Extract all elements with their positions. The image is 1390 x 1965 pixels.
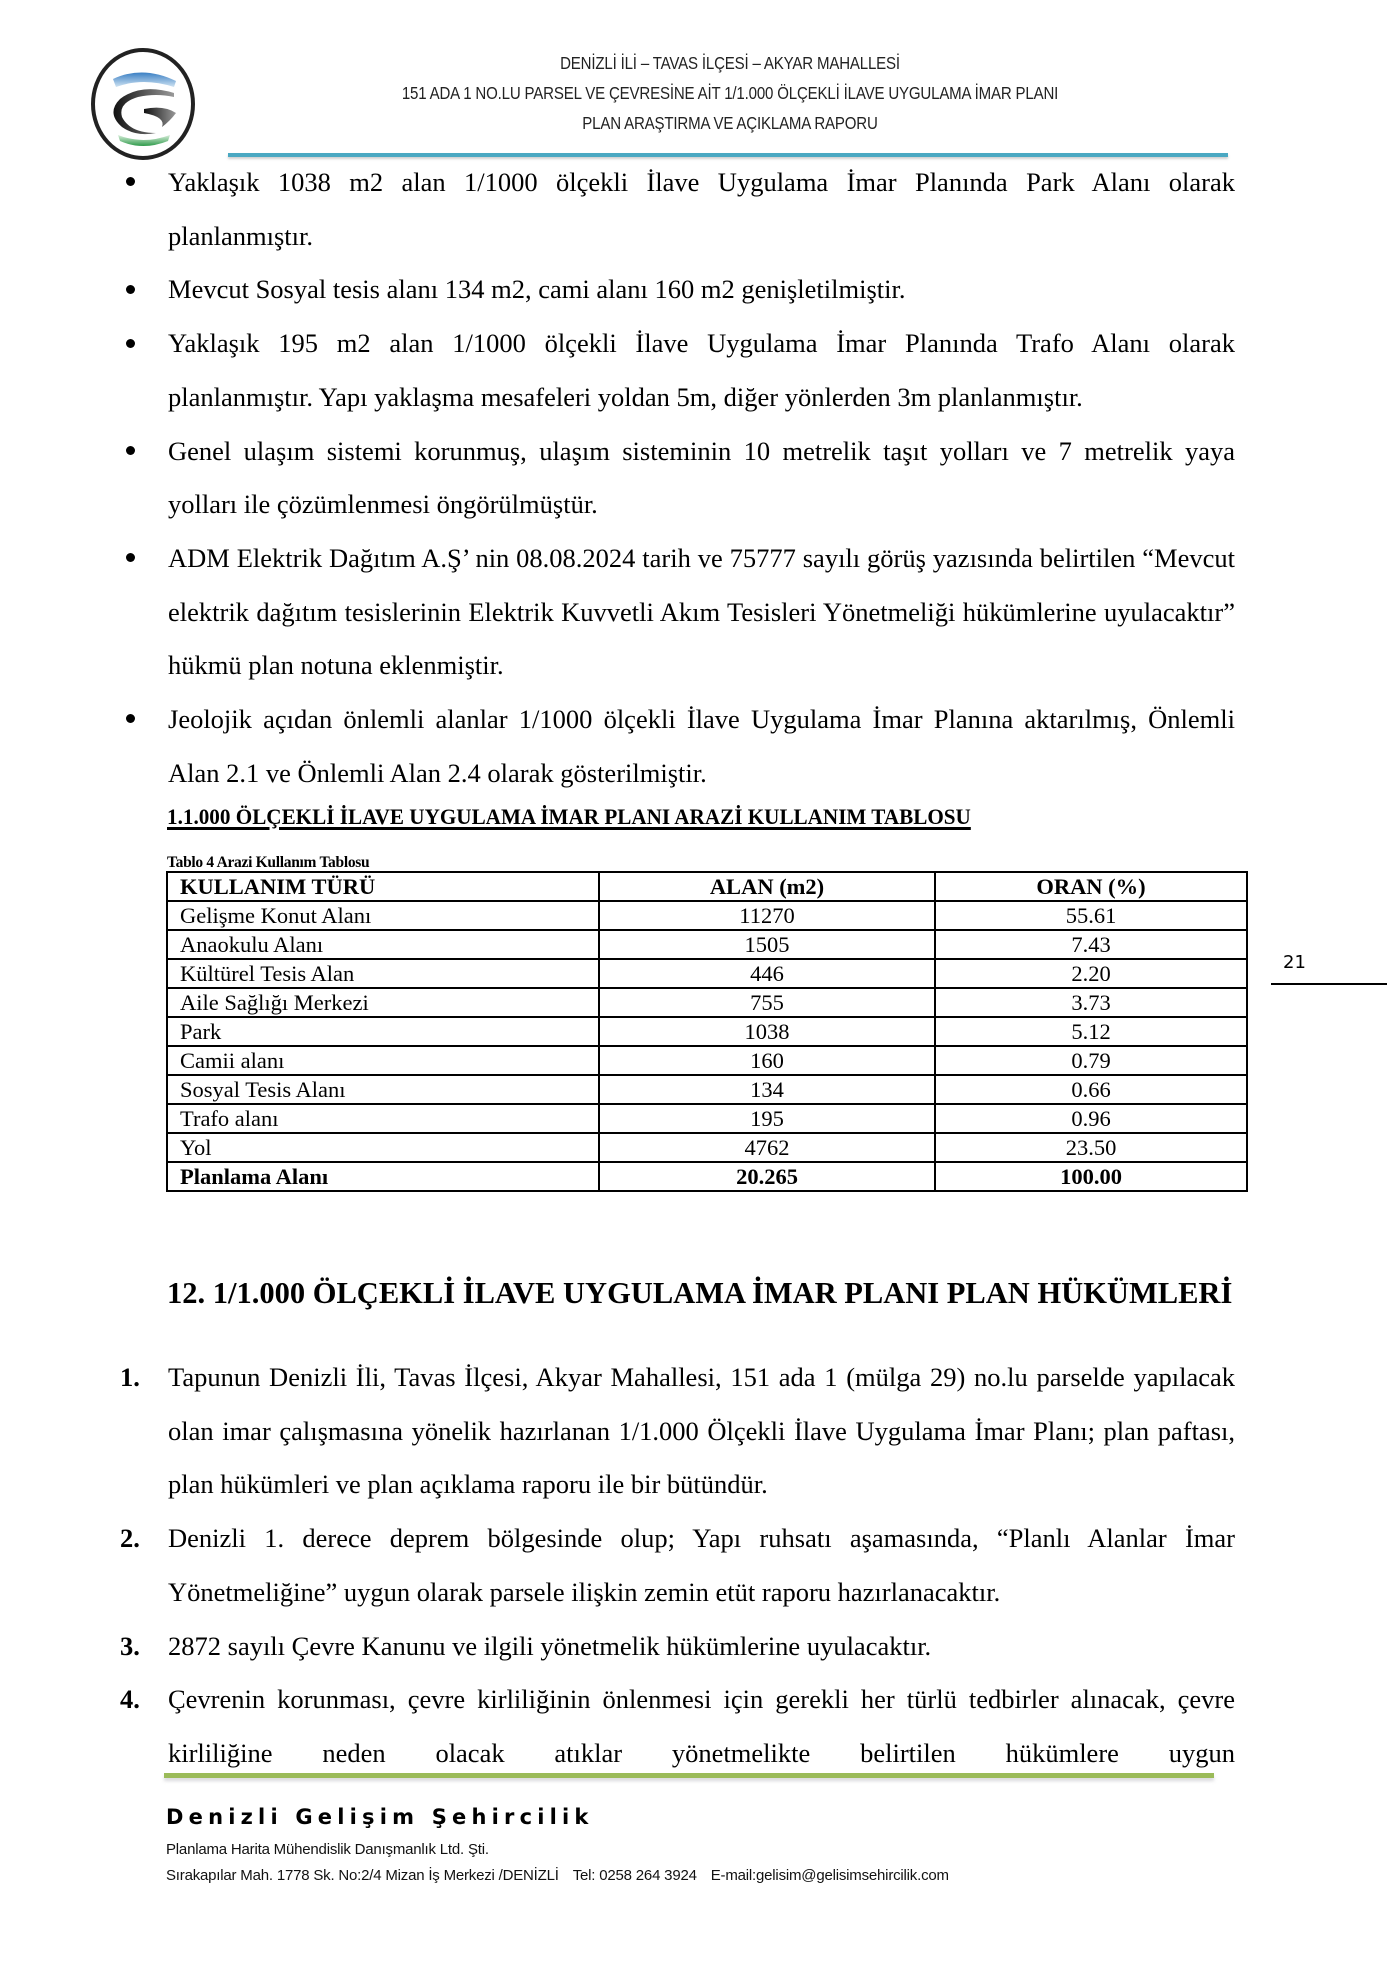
page-number-rule bbox=[1271, 983, 1387, 985]
bullet-icon bbox=[126, 177, 135, 186]
table-total-row: Planlama Alanı 20.265 100.00 bbox=[167, 1162, 1247, 1191]
table-section-title: 1.1.000 ÖLÇEKLİ İLAVE UYGULAMA İMAR PLANI ARAZİ KULLANIM TABLOSU bbox=[167, 804, 971, 829]
list-item: 2. Denizli 1. derece deprem bölgesinde olup; Yapı ruhsatı aşamasında, “Planlı Alanlar İmar Yönetmeliğine” uygun olarak parsele ilişkin zemin etüt raporu hazırlanacaktır. bbox=[120, 1523, 1235, 1607]
table-row: Anaokulu Alanı 1505 7.43 bbox=[167, 930, 1247, 959]
list-item: Mevcut Sosyal tesis alanı 134 m2, cami alanı 160 m2 genişletilmiştir. bbox=[120, 263, 1235, 317]
table-row: Trafo alanı 195 0.96 bbox=[167, 1104, 1247, 1133]
column-header: KULLANIM TÜRÜ bbox=[167, 872, 599, 901]
bullet-icon bbox=[126, 714, 135, 723]
footer-phone: Tel: 0258 264 3924 bbox=[572, 1867, 697, 1884]
column-header: ORAN (%) bbox=[935, 872, 1247, 901]
table-row: Sosyal Tesis Alanı 134 0.66 bbox=[167, 1075, 1247, 1104]
table-caption: Tablo 4 Arazi Kullanım Tablosu bbox=[167, 854, 370, 871]
page-number: 21 bbox=[1283, 952, 1306, 973]
bullet-icon bbox=[126, 285, 135, 294]
numbered-list bbox=[120, 1351, 1235, 1781]
table-header-row bbox=[167, 872, 1247, 901]
footer-company-name: Denizli Gelişim Şehircilik bbox=[166, 1805, 594, 1829]
footer-contact bbox=[166, 1867, 949, 1884]
list-item: Genel ulaşım sistemi korunmuş, ulaşım sisteminin 10 metrelik taşıt yolları ve 7 metrelik yaya yolları ile çözümlenmesi öngörülmüştür. bbox=[120, 425, 1235, 532]
header-line-2: 151 ADA 1 NO.LU PARSEL VE ÇEVRESİNE AİT 1/1.000 ÖLÇEKLİ İLAVE UYGULAMA İMAR PLANI bbox=[401, 83, 1059, 103]
table-row: Gelişme Konut Alanı 11270 55.61 bbox=[167, 901, 1247, 930]
bullet-icon bbox=[126, 339, 135, 348]
bullet-icon bbox=[126, 553, 135, 562]
footer-address: Sırakapılar Mah. 1778 Sk. No:2/4 Mizan İş Merkezi /DENİZLİ bbox=[166, 1867, 559, 1884]
list-item: Yaklaşık 195 m2 alan 1/1000 ölçekli İlave Uygulama İmar Planında Trafo Alanı olarak planlanmıştır. Yapı yaklaşma mesafeleri yoldan 5m, diğer yönlerden 3m planlanmıştır. bbox=[120, 317, 1235, 424]
list-item: ADM Elektrik Dağıtım A.Ş’ nin 08.08.2024 tarih ve 75777 sayılı görüş yazısında belirtilen “Mevcut elektrik dağıtım tesislerinin Elektrik Kuvvetli Akım Tesisleri Yönetmeliği hükümlerine uyulacaktır” hükmü plan notuna eklenmiştir. bbox=[120, 532, 1235, 693]
footer-company-subtitle: Planlama Harita Mühendislik Danışmanlık Ltd. Şti. bbox=[166, 1841, 489, 1858]
land-use-table bbox=[166, 871, 1248, 1192]
section-heading: 12. 1/1.000 ÖLÇEKLİ İLAVE UYGULAMA İMAR PLANI PLAN HÜKÜMLERİ bbox=[167, 1276, 1233, 1310]
footer-email: E-mail:gelisim@gelisimsehircilik.com bbox=[710, 1867, 949, 1884]
logo-icon bbox=[86, 47, 200, 161]
footer-divider bbox=[164, 1773, 1214, 1778]
table-row: Aile Sağlığı Merkezi 755 3.73 bbox=[167, 988, 1247, 1017]
table-row: Park 1038 5.12 bbox=[167, 1017, 1247, 1046]
header-line-1: DENİZLİ İLİ – TAVAS İLÇESİ – AKYAR MAHALLESİ bbox=[560, 53, 900, 73]
list-item: Yaklaşık 1038 m2 alan 1/1000 ölçekli İlave Uygulama İmar Planında Park Alanı olarak planlanmıştır. bbox=[120, 156, 1235, 263]
document-header bbox=[300, 48, 1160, 138]
header-line-3: PLAN ARAŞTIRMA VE AÇIKLAMA RAPORU bbox=[582, 113, 878, 133]
bullet-icon bbox=[126, 446, 135, 455]
list-item: 4. Çevrenin korunması, çevre kirliliğinin önlenmesi için gerekli her türlü tedbirler alınacak, çevre kirliliğine neden olacak atıklar yönetmelikte belirtilen hükümlere uygun bbox=[120, 1684, 1235, 1768]
column-header: ALAN (m2) bbox=[599, 872, 935, 901]
table-row: Kültürel Tesis Alan 446 2.20 bbox=[167, 959, 1247, 988]
table-row: Camii alanı 160 0.79 bbox=[167, 1046, 1247, 1075]
list-item: 1. Tapunun Denizli İli, Tavas İlçesi, Akyar Mahallesi, 151 ada 1 (mülga 29) no.lu parselde yapılacak olan imar çalışmasına yönelik hazırlanan 1/1.000 Ölçekli İlave Uygulama İmar Planı; plan paftası, plan hükümleri ve plan açıklama raporu ile bir bütündür. bbox=[120, 1362, 1235, 1500]
list-item: Jeolojik açıdan önlemli alanlar 1/1000 ölçekli İlave Uygulama İmar Planına aktarılmış, Önlemli Alan 2.1 ve Önlemli Alan 2.4 olarak gösterilmiştir. bbox=[120, 693, 1235, 800]
company-logo bbox=[86, 47, 200, 161]
bullet-list bbox=[120, 156, 1235, 800]
list-item: 3. 2872 sayılı Çevre Kanunu ve ilgili yönetmelik hükümlerine uyulacaktır. bbox=[120, 1630, 932, 1661]
table-row: Yol 4762 23.50 bbox=[167, 1133, 1247, 1162]
